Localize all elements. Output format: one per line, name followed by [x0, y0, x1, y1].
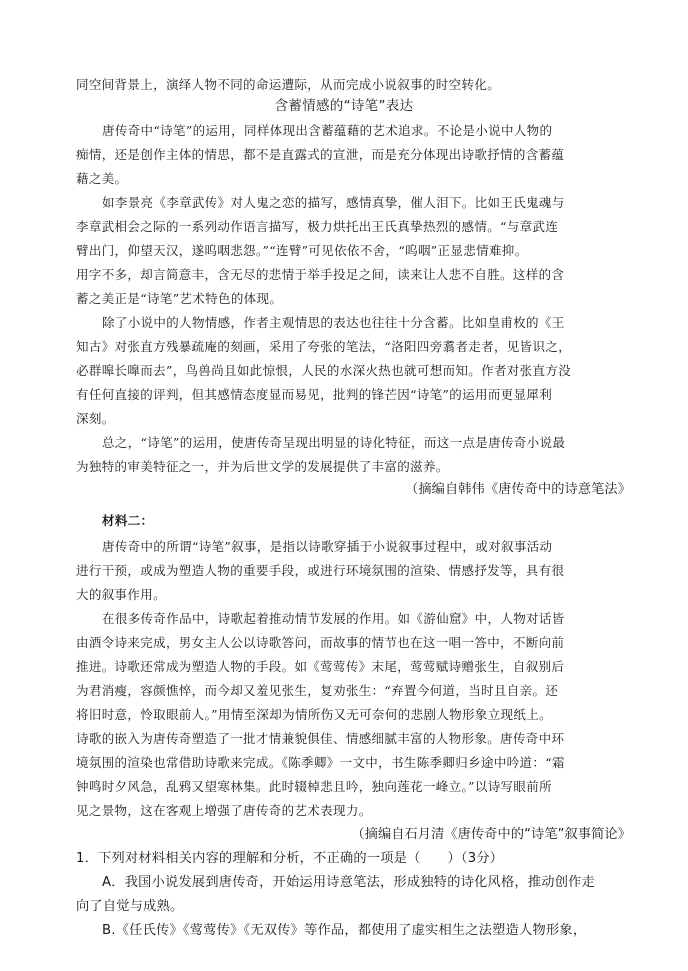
- text-line: 同空间背景上，演绎人物不同的命运遭际，从而完成小说叙事的时空转化。: [76, 77, 501, 92]
- text-line: 在很多传奇作品中，诗歌起着推动情节发展的作用。如《游仙窟》中，人物对话皆: [102, 611, 565, 626]
- text-line: 诗歌的嵌入为唐传奇塑造了一批才情兼貌俱佳、情感细腻丰富的人物形象。唐传奇中环: [76, 731, 565, 746]
- option-b: B.《任氏传》《莺莺传》《无双传》等作品，都使用了虚实相生之法塑造人物形象，: [102, 923, 587, 938]
- section-heading: 含蓄情感的“诗笔”表达: [274, 98, 414, 114]
- question-stem: 1．下列对材料相关内容的理解和分析，不正确的一项是（ ）（3分）: [76, 851, 504, 866]
- text-line: 大的叙事作用。: [76, 587, 166, 602]
- text-line: 为君消瘦，容颜憔悴，而今却又羞见张生，复劝张生：“弃置今何道，当时且自亲。还: [76, 683, 559, 698]
- text-line: 必群嗥长嘷而去”，鸟兽尚且如此惊恨，人民的水深火热也就可想而知。作者对张直方没: [76, 363, 572, 378]
- text-line: 见之景物，这在客观上增强了唐传奇的艺术表现力。: [76, 803, 372, 818]
- text-line: 除了小说中的人物情感，作者主观情思的表达也往往十分含蓄。比如皇甫枚的《王: [102, 315, 565, 330]
- text-line: 深刻。: [76, 411, 115, 426]
- text-line: 唐传奇中的所谓“诗笔”叙事，是指以诗歌穿插于小说叙事过程中，或对叙事活动: [102, 539, 553, 554]
- option-a: A．我国小说发展到唐传奇，开始运用诗意笔法，形成独特的诗化风格，推动创作走: [102, 875, 596, 890]
- text-line: 进行干预，或成为塑造人物的重要手段，或进行环境氛围的渲染、情感抒发等，具有很: [76, 563, 565, 578]
- text-line: 用字不多，却言简意丰，含无尽的悲情于举手投足之间，读来让人悲不自胜。这样的含: [76, 267, 565, 282]
- text-line: 唐传奇中“诗笔”的运用，同样体现出含蓄蕴藉的艺术追求。不论是小说中人物的: [102, 123, 553, 138]
- text-line: 藉之美。: [76, 171, 128, 186]
- text-line: 蓄之美正是“诗笔”艺术特色的体现。: [76, 291, 283, 306]
- text-line: 境氛围的渲染也常借助诗歌来完成。《陈季卿》一文中，书生陈季卿归乡途中吟道：“霜: [76, 755, 565, 770]
- text-line: 钟鸣时夕风急，乱鸦又望寒林集。此时辍棹悲且吟，独向莲花一峰立。”以诗写眼前所: [76, 779, 552, 794]
- text-line: 由酒令诗来完成，男女主人公以诗歌答问，而故事的情节也在这一唱一答中，不断向前: [76, 635, 565, 650]
- source-citation: （摘编自石月清《唐传奇中的“诗笔”叙事简论》: [351, 827, 631, 842]
- text-line: 推进。诗歌还常成为塑造人物的手段。如《莺莺传》末尾，莺莺赋诗赠张生，自叙别后: [76, 659, 565, 674]
- option-a-continued: 向了自觉与成熟。: [76, 899, 184, 914]
- text-line: 总之，“诗笔”的运用，使唐传奇呈现出明显的诗化特征，而这一点是唐传奇小说最: [102, 435, 566, 450]
- text-line: 如李景亮《李章武传》对人鬼之恋的描写，感情真挚，催人泪下。比如王氏鬼魂与: [102, 195, 565, 210]
- text-line: 李章武相会之际的一系列动作语言描写，极力烘托出王氏真挚热烈的感情。“与章武连: [76, 219, 559, 234]
- text-line: 痴情，还是创作主体的情思，都不是直露式的宣泄，而是充分体现出诗歌抒情的含蓄蕴: [76, 147, 565, 162]
- text-line: 有任何直接的评判，但其感情态度显而易见，批判的锋芒因“诗笔”的运用而更显犀利: [76, 387, 553, 402]
- text-line: 将旧时意，怜取眼前人。”用情至深却为情所伤又无可奈何的悲剧人物形象立现纸上。: [76, 707, 552, 722]
- text-line: 臂出门，仰望天汉，遂呜咽悲怨。”“连臂”可见依依不舍，“呜咽”正显悲情难抑。: [76, 243, 528, 258]
- material-heading: 材料二：: [102, 513, 154, 528]
- text-line: 为独特的审美特征之一，并为后世文学的发展提供了丰富的滋养。: [76, 459, 449, 474]
- source-citation: （摘编自韩伟《唐传奇中的诗意笔法》: [405, 482, 631, 497]
- text-line: 知古》对张直方残暴疏庵的刻画，采用了夸张的笔法，“洛阳四旁翥者走者，见皆识之，: [76, 339, 572, 354]
